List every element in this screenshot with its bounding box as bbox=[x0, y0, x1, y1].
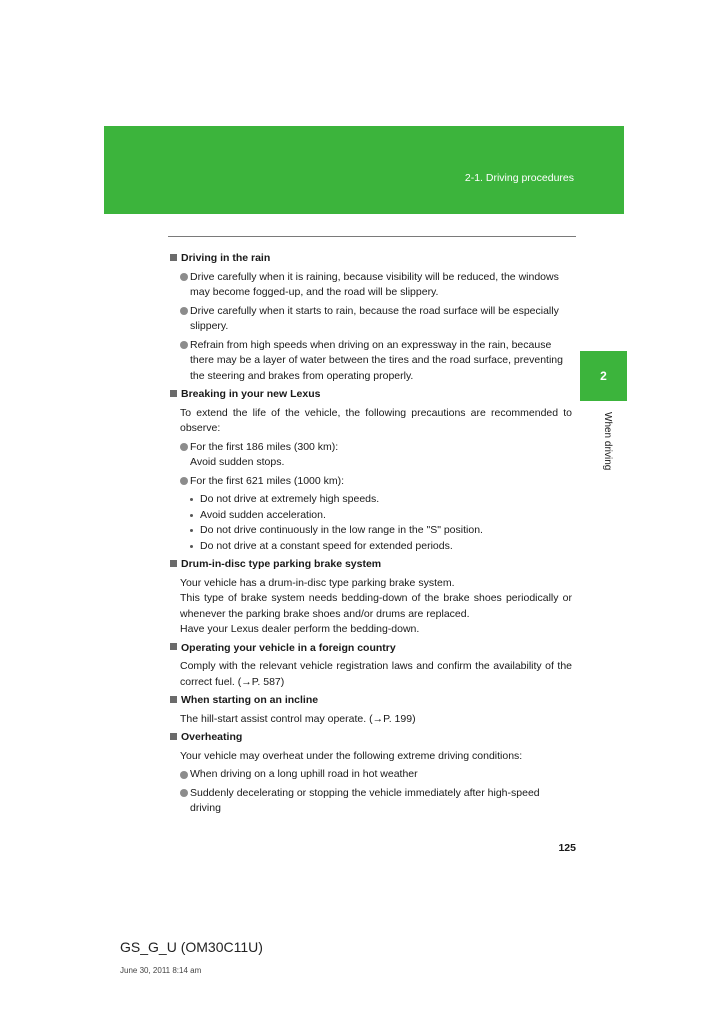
square-bullet-icon bbox=[170, 560, 177, 567]
list-item-line: Avoid sudden stops. bbox=[190, 456, 285, 468]
square-bullet-icon bbox=[170, 733, 177, 740]
heading-text: When starting on an incline bbox=[181, 694, 319, 706]
sub-list-item-text: Avoid sudden acceleration. bbox=[200, 508, 326, 521]
circle-bullet-icon bbox=[180, 477, 188, 485]
sub-list-item bbox=[190, 523, 572, 539]
chapter-label: When driving bbox=[602, 412, 613, 471]
sub-list-item bbox=[190, 508, 572, 524]
chapter-tab[interactable] bbox=[580, 351, 627, 401]
list-item bbox=[180, 786, 572, 817]
heading-text: Operating your vehicle in a foreign country bbox=[181, 641, 396, 654]
circle-bullet-icon bbox=[180, 341, 188, 349]
list-item-line: For the first 186 miles (300 km): bbox=[190, 440, 339, 453]
sub-list-item-text: Do not drive at extremely high speeds. bbox=[200, 493, 380, 505]
section-heading-foreign-country bbox=[170, 641, 572, 657]
small-dot-icon bbox=[190, 545, 193, 548]
circle-bullet-icon bbox=[180, 443, 188, 451]
section-title: 2-1. Driving procedures bbox=[464, 172, 574, 184]
heading-text: Breaking in your new Lexus bbox=[181, 388, 321, 400]
sub-list bbox=[190, 492, 572, 554]
heading-text: Overheating bbox=[181, 731, 243, 743]
heading-text: Drum-in-disc type parking brake system bbox=[181, 558, 382, 570]
header-band bbox=[104, 126, 624, 214]
circle-bullet-icon bbox=[180, 771, 188, 779]
square-bullet-icon bbox=[170, 643, 177, 650]
circle-bullet-icon bbox=[180, 273, 188, 281]
paragraph-line: Have your Lexus dealer perform the bedding-down. bbox=[180, 623, 420, 635]
sub-list-item-text: Do not drive continuously in the low range in the "S" position. bbox=[200, 524, 483, 536]
paragraph: To extend the life of the vehicle, the following precautions are recommended to observe: bbox=[180, 406, 572, 434]
paragraph-line: This type of brake system needs bedding-down of the brake shoes periodically or whenever the parking brake shoes and/or drums are replaced. bbox=[180, 592, 572, 620]
sub-list-item bbox=[190, 539, 572, 555]
list-item bbox=[180, 304, 572, 335]
page-number: 125 bbox=[558, 842, 576, 854]
list-item-text bbox=[190, 440, 572, 471]
list-item-text: Suddenly decelerating or stopping the vehicle immediately after high-speed driving bbox=[190, 786, 540, 814]
section-heading-rain bbox=[170, 251, 572, 267]
chapter-number: 2 bbox=[600, 369, 607, 383]
circle-bullet-icon bbox=[180, 789, 188, 797]
paragraph: The hill-start assist control may operate. (→P. 199) bbox=[180, 712, 416, 725]
page-content bbox=[170, 248, 572, 820]
list-item-text: Drive carefully when it is raining, because visibility will be reduced, the windows may become fogged-up, and the road will be slippery. bbox=[190, 270, 559, 298]
document-date: June 30, 2011 8:14 am bbox=[120, 966, 202, 975]
list-item-text: Drive carefully when it starts to rain, because the road surface will be especially slippery. bbox=[190, 304, 559, 332]
list-item bbox=[180, 440, 572, 471]
square-bullet-icon bbox=[170, 696, 177, 703]
list-item-text: When driving on a long uphill road in hot weather bbox=[190, 768, 418, 780]
section-heading-incline bbox=[170, 693, 572, 709]
list-item-text: Refrain from high speeds when driving on an expressway in the rain, because there may be a layer of water between the tires and the road surface, preventing the steering and brakes from operating properly. bbox=[190, 338, 563, 382]
small-dot-icon bbox=[190, 529, 193, 532]
section-heading-breaking-in bbox=[170, 387, 572, 403]
small-dot-icon bbox=[190, 498, 193, 501]
section-heading-overheating bbox=[170, 730, 572, 746]
heading-text: Driving in the rain bbox=[181, 252, 271, 264]
paragraph: Comply with the relevant vehicle registration laws and confirm the availability of the correct fuel. (→P. 587) bbox=[180, 660, 572, 688]
list-item bbox=[180, 270, 572, 301]
list-item bbox=[180, 767, 572, 783]
sub-list-item bbox=[190, 492, 572, 508]
small-dot-icon bbox=[190, 514, 193, 517]
paragraph: Your vehicle may overheat under the following extreme driving conditions: bbox=[180, 749, 523, 762]
paragraph bbox=[180, 576, 572, 638]
circle-bullet-icon bbox=[180, 307, 188, 315]
header-rule bbox=[168, 236, 576, 237]
square-bullet-icon bbox=[170, 254, 177, 261]
paragraph-line: Your vehicle has a drum-in-disc type parking brake system. bbox=[180, 576, 455, 589]
square-bullet-icon bbox=[170, 390, 177, 397]
list-item bbox=[180, 338, 572, 385]
section-heading-drum-in-disc bbox=[170, 557, 572, 573]
sub-list-item-text: Do not drive at a constant speed for extended periods. bbox=[200, 539, 453, 552]
list-item-text: For the first 621 miles (1000 km): bbox=[190, 474, 345, 487]
document-code: GS_G_U (OM30C11U) bbox=[120, 939, 263, 955]
list-item bbox=[180, 474, 572, 490]
